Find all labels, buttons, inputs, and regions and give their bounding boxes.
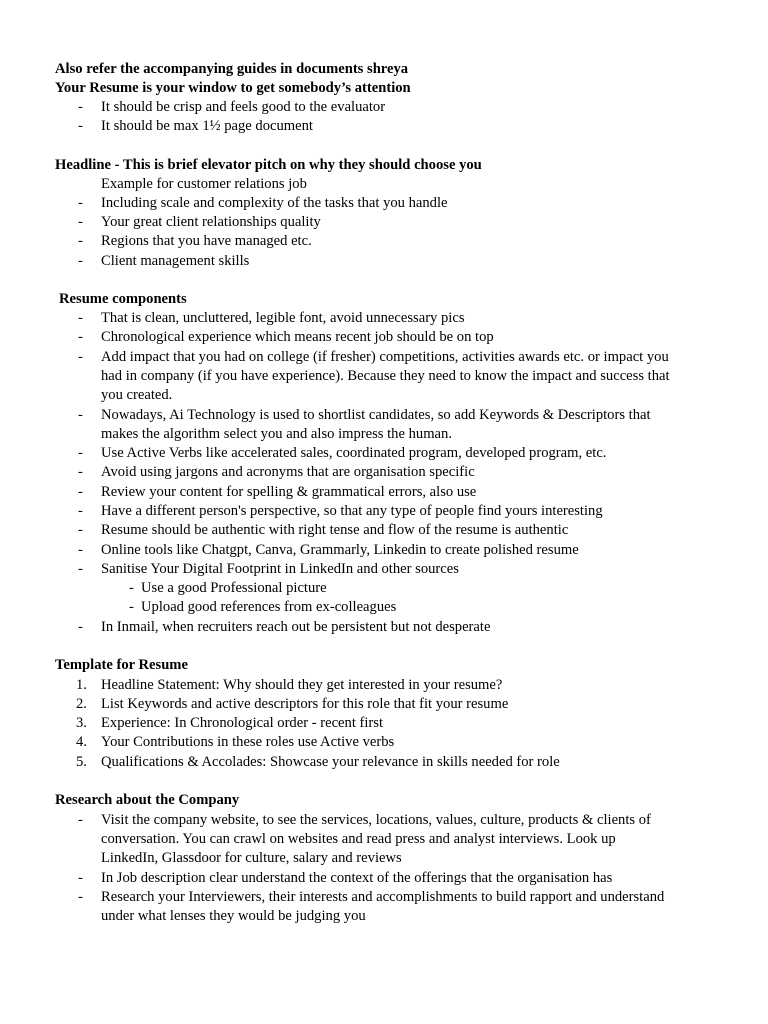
research-bullet: In Job description clear understand the context of the offerings that the organisation has	[101, 870, 613, 886]
research-bullet: Research your Interviewers, their interests and accomplishments to build rapport and understand	[101, 889, 665, 905]
bullet-dash: -	[78, 407, 83, 423]
list-number: 1.	[76, 677, 87, 693]
components-bullet-continuation: had in company (if you have experience). Because they need to know the impact and success that	[101, 368, 670, 384]
headline-bullet: Your great client relationships quality	[101, 214, 321, 230]
bullet-dash: -	[78, 464, 83, 480]
sub-bullet-dash: -	[129, 599, 134, 615]
bullet-dash: -	[78, 561, 83, 577]
components-bullet-continuation: you created.	[101, 387, 173, 403]
components-bullet: Nowadays, Ai Technology is used to shortlist candidates, so add Keywords & Descriptors that	[101, 407, 651, 423]
components-bullet: Have a different person's perspective, so that any type of people find yours interesting	[101, 503, 603, 519]
sub-bullet-dash: -	[129, 580, 134, 596]
research-bullet: Visit the company website, to see the services, locations, values, culture, products & clients of	[101, 812, 651, 828]
list-number: 5.	[76, 754, 87, 770]
headline-heading: Headline - This is brief elevator pitch on why they should choose you	[55, 157, 482, 173]
research-bullet-continuation: LinkedIn, Glassdoor for culture, salary and reviews	[101, 850, 402, 866]
components-sub-bullet: Use a good Professional picture	[141, 580, 327, 596]
bullet-dash: -	[78, 329, 83, 345]
bullet-dash: -	[78, 214, 83, 230]
intro-line-1: Also refer the accompanying guides in documents shreya	[55, 61, 409, 77]
bullet-dash: -	[78, 349, 83, 365]
components-sub-bullet: Upload good references from ex-colleagues	[141, 599, 397, 615]
template-item: List Keywords and active descriptors for this role that fit your resume	[101, 696, 509, 712]
template-item: Qualifications & Accolades: Showcase your relevance in skills needed for role	[101, 754, 560, 770]
template-item: Headline Statement: Why should they get interested in your resume?	[101, 677, 503, 693]
template-item: Experience: In Chronological order - recent first	[101, 715, 384, 731]
bullet-dash: -	[78, 253, 83, 269]
bullet-dash: -	[78, 99, 83, 115]
list-number: 3.	[76, 715, 87, 731]
list-number: 4.	[76, 734, 87, 750]
headline-example: Example for customer relations job	[101, 176, 307, 192]
bullet-dash: -	[78, 542, 83, 558]
bullet-dash: -	[78, 619, 83, 635]
components-bullet: Avoid using jargons and acronyms that are organisation specific	[101, 464, 475, 480]
components-bullet: Sanitise Your Digital Footprint in LinkedIn and other sources	[101, 561, 459, 577]
components-bullet-continuation: makes the algorithm select you and also impress the human.	[101, 426, 452, 442]
research-bullet-continuation: conversation. You can crawl on websites and read press and analyst interviews. Look up	[101, 831, 616, 847]
bullet-dash: -	[78, 503, 83, 519]
components-bullet: Use Active Verbs like accelerated sales, coordinated program, developed program, etc.	[101, 445, 607, 461]
components-bullet: Resume should be authentic with right tense and flow of the resume is authentic	[101, 522, 569, 538]
template-item: Your Contributions in these roles use Active verbs	[101, 734, 395, 750]
bullet-dash: -	[78, 233, 83, 249]
bullet-dash: -	[78, 118, 83, 134]
intro-bullet: It should be crisp and feels good to the evaluator	[101, 99, 386, 115]
components-bullet: That is clean, uncluttered, legible font, avoid unnecessary pics	[101, 310, 465, 326]
headline-bullet: Including scale and complexity of the tasks that you handle	[101, 195, 448, 211]
template-heading: Template for Resume	[55, 657, 188, 673]
bullet-dash: -	[78, 445, 83, 461]
components-bullet: Chronological experience which means recent job should be on top	[101, 329, 494, 345]
headline-bullet: Client management skills	[101, 253, 250, 269]
bullet-dash: -	[78, 870, 83, 886]
bullet-dash: -	[78, 484, 83, 500]
research-heading: Research about the Company	[55, 792, 240, 808]
bullet-dash: -	[78, 812, 83, 828]
components-bullet: Online tools like Chatgpt, Canva, Grammarly, Linkedin to create polished resume	[101, 542, 579, 558]
intro-bullet: It should be max 1½ page document	[101, 118, 313, 134]
components-heading: Resume components	[59, 291, 187, 307]
research-bullet-continuation: under what lenses they would be judging you	[101, 908, 366, 924]
components-bullet: Add impact that you had on college (if fresher) competitions, activities awards etc. or impact you	[101, 349, 669, 365]
headline-bullet: Regions that you have managed etc.	[101, 233, 312, 249]
bullet-dash: -	[78, 195, 83, 211]
list-number: 2.	[76, 696, 87, 712]
intro-line-2: Your Resume is your window to get somebody’s attention	[55, 80, 411, 96]
bullet-dash: -	[78, 889, 83, 905]
components-bullet: In Inmail, when recruiters reach out be persistent but not desperate	[101, 619, 491, 635]
components-bullet: Review your content for spelling & grammatical errors, also use	[101, 484, 477, 500]
bullet-dash: -	[78, 310, 83, 326]
bullet-dash: -	[78, 522, 83, 538]
